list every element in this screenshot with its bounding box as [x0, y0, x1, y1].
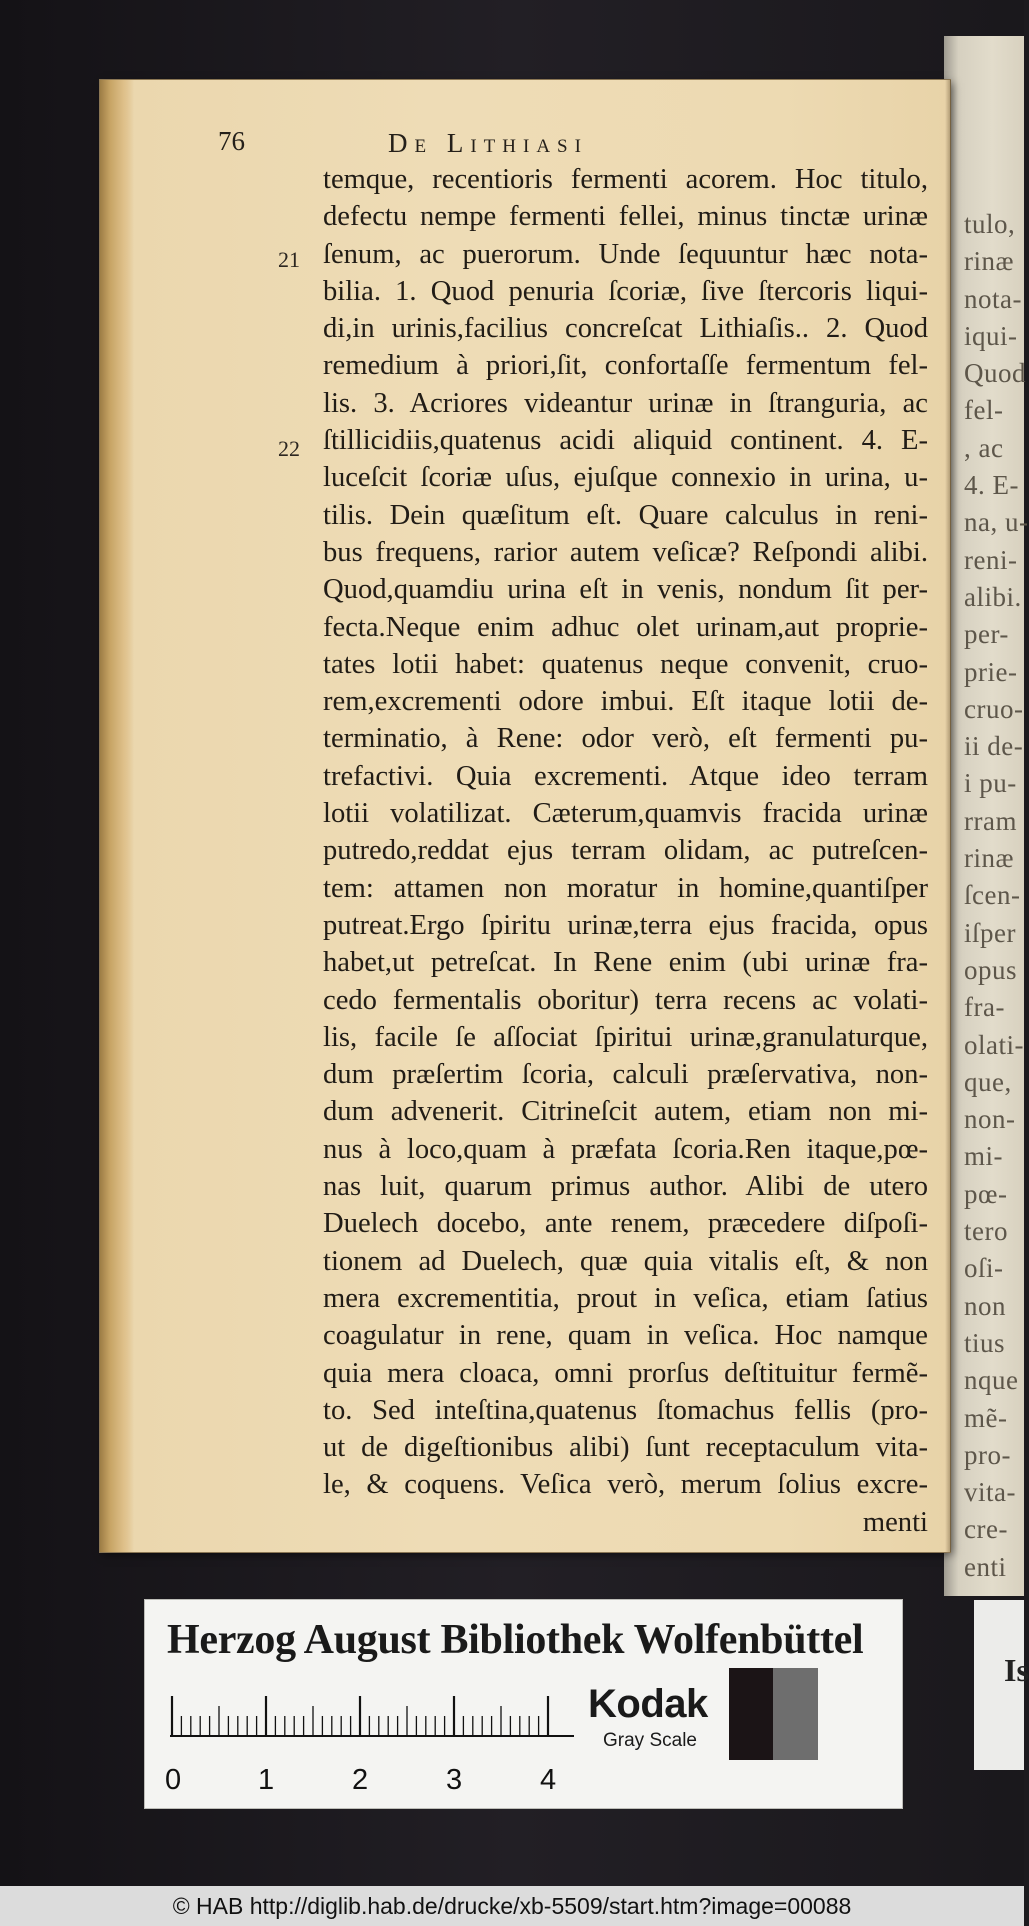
opposite-page-fragment: enti [964, 1551, 1007, 1582]
kodak-logo: Kodak [588, 1682, 708, 1726]
text-line: menti [862, 1506, 928, 1538]
opposite-page-fragment: nota- [964, 283, 1022, 314]
opposite-page-fragment: , ac [964, 432, 1004, 463]
scale-ruler [170, 1696, 574, 1752]
opposite-page-fragment: iqui- [964, 320, 1018, 351]
opposite-page-fragment: i pu- [964, 768, 1017, 799]
text-line: dum præſertim ſcoria, calculi præſervativa, non- [323, 1059, 928, 1091]
text-line: putreat.Ergo ſpiritu urinæ,terra ejus fracida, opus [323, 909, 928, 941]
gutter-shadow [945, 80, 951, 1552]
opposite-page-fragment: per- [964, 619, 1009, 650]
opposite-page-fragment: rinæ [964, 246, 1015, 277]
opposite-page-fragment: tius [964, 1327, 1006, 1358]
opposite-target-text: Is [1004, 1652, 1029, 1688]
opposite-page-fragment: na, u- [964, 507, 1029, 538]
opposite-page-fragment: oſi- [964, 1253, 1004, 1284]
opposite-page-fragment: Quod [964, 358, 1026, 389]
text-line: bus frequens, rarior autem veſicæ? Reſpondi alibi. [323, 536, 928, 568]
opposite-page-fragment: rram [964, 805, 1017, 836]
text-line: temque, recentioris fermenti acorem. Hoc titulo, [323, 164, 928, 195]
gray-patch [773, 1668, 817, 1760]
opposite-page-fragment: fel- [964, 395, 1004, 426]
text-line: tates lotii habet: quatenus neque convenit, cruo- [323, 648, 928, 680]
text-line: mera excrementitia, prout in veſica, etiam ſatius [323, 1282, 928, 1314]
opposite-page-fragment: tulo, [964, 209, 1016, 239]
text-line: tionem ad Duelech, quæ quia vitalis eſt, & non [323, 1245, 928, 1277]
color-target [145, 1600, 902, 1808]
library-name: Herzog August Bibliothek Wolfenbüttel [167, 1617, 864, 1663]
text-line: nus à loco,quam à præfata ſcoria.Ren itaque,pœ- [323, 1133, 928, 1165]
margin-number: 22 [278, 436, 300, 461]
text-line: terminatio, à Rene: odor verò, eſt fermenti pu- [323, 723, 928, 755]
text-line: di,in urinis,facilius concreſcat Lithiaſis.. 2. Quod [323, 313, 928, 345]
text-line: bilia. 1. Quod penuria ſcoriæ, ſive ſtercoris liqui- [323, 275, 928, 307]
text-line: trefactivi. Quia excrementi. Atque ideo terram [323, 760, 928, 792]
text-line: nas luit, quarum primus author. Alibi de utero [323, 1171, 928, 1203]
opposite-page-fragment: prie- [964, 656, 1018, 687]
opposite-page-fragment: ſcen- [964, 880, 1021, 911]
black-patch [729, 1668, 773, 1760]
opposite-page-fragment: que, [964, 1066, 1012, 1097]
opposite-page-fragment: tero [964, 1216, 1008, 1247]
text-line: cedo fermentalis oboritur) terra recens ac volati- [323, 984, 928, 1016]
ruler-label: 4 [540, 1764, 557, 1796]
text-line: ſenum, ac puerorum. Unde ſequuntur hæc nota- [323, 238, 928, 270]
opposite-page-fragment: pro- [964, 1439, 1011, 1470]
ruler-label: 0 [165, 1764, 182, 1796]
text-line: lis. 3. Acriores videantur urinæ in ſtranguria, ac [323, 387, 928, 419]
text-line: le, & coquens. Veſica verò, merum ſolius excre- [323, 1469, 928, 1501]
opposite-page-fragment: ii de- [964, 731, 1024, 762]
opposite-page-fragment: non- [964, 1104, 1016, 1135]
opposite-page-fragment: opus [964, 954, 1018, 985]
text-line: fecta.Neque enim adhuc olet urinam,aut proprie- [323, 611, 928, 643]
text-line: to. Sed inteſtina,quatenus ſtomachus fellis (pro- [323, 1394, 928, 1426]
opposite-page-fragment: fra- [964, 992, 1005, 1023]
ruler-label: 2 [352, 1764, 369, 1796]
text-line: Duelech docebo, ante renem, præcedere diſpoſi- [323, 1208, 928, 1240]
ruler-label: 3 [446, 1764, 463, 1796]
text-line: rem,excrementi odore imbui. Eſt itaque lotii de- [323, 686, 928, 718]
text-line: remedium à priori,ſit, confortaſſe fermentum fel- [323, 350, 928, 382]
body-text [323, 161, 928, 1541]
text-line: tem: attamen non moratur in homine,quantiſper [323, 872, 928, 904]
opposite-page-fragment: mẽ- [964, 1402, 1008, 1433]
text-line: putredo,reddat ejus terram olidam, ac putreſcen- [323, 835, 928, 867]
text-line: tilis. Dein quæſitum eſt. Quare calculus in reni- [323, 499, 928, 531]
text-line: ſtillicidiis,quatenus acidi aliquid continent. 4. E- [323, 425, 928, 457]
opposite-page-fragment: alibi. [964, 581, 1022, 612]
opposite-page-fragment: vita- [964, 1477, 1016, 1508]
page-number: 76 [218, 126, 245, 156]
text-line: ut de digeſtionibus alibi) ſunt receptaculum vita- [323, 1432, 928, 1464]
text-line: lis, facile ſe aſſociat ſpiritui urinæ,granulaturque, [323, 1021, 928, 1053]
opposite-page-fragment: iſper [964, 917, 1016, 948]
text-line: lotii volatilizat. Cæterum,quamvis fracida urinæ [323, 798, 928, 830]
opposite-page-fragment: 4. E- [964, 470, 1019, 501]
opposite-page-fragment: pœ- [964, 1178, 1008, 1209]
copyright-url: © HAB http://diglib.hab.de/drucke/xb-5509/start.htm?image=00088 [172, 1892, 852, 1919]
opposite-page-fragment: nque [964, 1365, 1019, 1396]
text-line: habet,ut petreſcat. In Rene enim (ubi urinæ fra- [323, 947, 928, 979]
white-patch [818, 1668, 862, 1760]
text-line: coagulatur in rene, quam in veſica. Hoc namque [323, 1320, 928, 1352]
opposite-page-fragment: cruo- [964, 693, 1024, 724]
text-line: defectu nempe fermenti fellei, minus tinctæ urinæ [323, 201, 928, 233]
opposite-page-fragment: mi- [964, 1141, 1003, 1172]
ruler-label: 1 [258, 1764, 275, 1796]
gray-scale-label: Gray Scale [603, 1730, 697, 1751]
opposite-page-fragment: cre- [964, 1514, 1008, 1545]
running-title: De Lithiasi [388, 128, 588, 158]
text-line: dum advenerit. Citrineſcit autem, etiam non mi- [323, 1096, 928, 1128]
margin-number: 21 [278, 247, 300, 272]
text-line: quia mera cloaca, omni prorſus deſtituitur fermẽ- [323, 1357, 928, 1389]
text-line: luceſcit ſcoriæ uſus, ejuſque connexio in urina, u- [323, 462, 928, 494]
gray-patches [729, 1668, 862, 1760]
opposite-page-fragment: rinæ [964, 843, 1015, 874]
opposite-page-fragment: non [964, 1290, 1006, 1321]
opposite-page-fragment: reni- [964, 544, 1018, 575]
text-line: Quod,quamdiu urina eſt in venis, nondum ſit per- [323, 574, 928, 606]
opposite-page-strip [944, 36, 1029, 1596]
opposite-page-fragments [964, 206, 1029, 1586]
page-edge-shadow [100, 80, 134, 1552]
footer-bar [0, 1886, 1024, 1926]
opposite-page-fragment: olati- [964, 1029, 1024, 1060]
running-head [218, 126, 778, 162]
